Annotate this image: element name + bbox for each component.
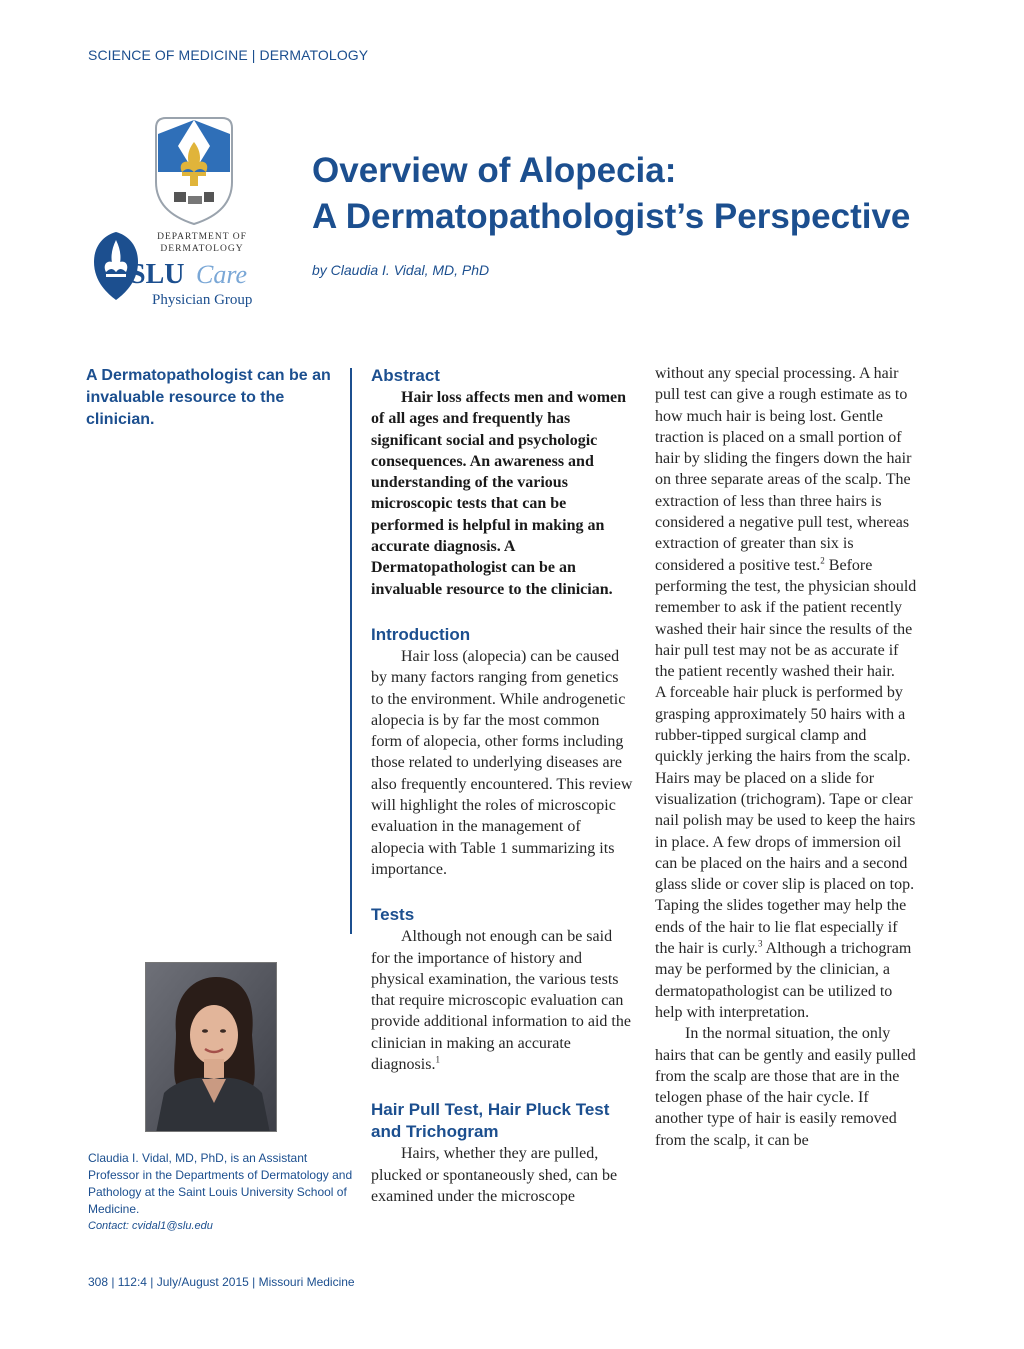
logo-brand-sub: Physician Group xyxy=(152,292,253,308)
logo-dept-line1: DEPARTMENT OF xyxy=(157,232,247,242)
tests-heading: Tests xyxy=(371,905,415,925)
logo-brand-care: Care xyxy=(196,260,248,289)
author-contact: Contact: cvidal1@slu.edu xyxy=(88,1220,213,1232)
introduction-text: Hair loss (alopecia) can be caused by many factors ranging from genetics to the environment. While androgenetic alopecia is by far the most common form of alopecia, other forms including those related to underlying diseases are also frequently encountered. This review will highlight the roles of microscopic evaluation in the management of alopecia with Table 1 summarizing its importance. xyxy=(371,647,633,878)
logo-dept-line2: DERMATOLOGY xyxy=(160,244,244,254)
column-divider xyxy=(350,368,352,934)
article-byline: by Claudia I. Vidal, MD, PhD xyxy=(312,262,490,278)
abstract-text: Hair loss affects men and women of all ages and frequently has significant social and psychologic consequences. An awareness and understanding of the various microscopic tests that can be performed is helpful in making an accurate diagnosis. A Dermatopathologist can be an invaluable resource to the clinician. xyxy=(371,389,627,598)
right-p1-text-cont: Before performing the test, the physician should remember to ask if the patient recently washed their hair since the results of the hair pull test may not be as accurate if the patient recently washed their hair. xyxy=(655,556,917,681)
right-p2-text: A forceable hair pluck is performed by grasping approximately 50 hairs with a rubber-tipped surgical clamp and quickly jerking the hairs from the scalp. Hairs may be placed on a slide for visualization (trichogram). Tape or clear nail polish may be used to keep the hairs in place. A few drops of immersion oil can be placed on the hairs and a second glass slide or cover slip is placed on top. Taping the slides together may help the ends of the hair to lie flat especially if the hair is curly. xyxy=(655,684,916,958)
article-title-line2: A Dermatopathologist’s Perspective xyxy=(312,197,911,236)
right-paragraph-2 xyxy=(655,682,917,1023)
hair-pull-heading: Hair Pull Test, Hair Pluck Test and Trichogram xyxy=(371,1100,610,1142)
logo-brand-slu: SLU xyxy=(130,259,185,290)
column-right xyxy=(655,363,917,1151)
right-paragraph-1 xyxy=(655,363,917,682)
pull-quote: A Dermatopathologist can be an invaluable resource to the clinician. xyxy=(86,367,331,428)
abstract-heading: Abstract xyxy=(371,366,440,385)
author-caption xyxy=(88,1150,353,1235)
hair-pull-text: Hairs, whether they are pulled, plucked or spontaneously shed, can be examined under the microscope xyxy=(371,1145,618,1205)
slucare-logo xyxy=(86,112,271,312)
right-p2-text-cont: Although a trichogram may be performed by the clinician, a dermatopathologist can be utilized to help with interpretation. xyxy=(655,940,912,1021)
section-kicker: SCIENCE OF MEDICINE | DERMATOLOGY xyxy=(88,47,369,63)
tests-reference: 1 xyxy=(435,1054,440,1065)
tests-paragraph xyxy=(371,926,633,1075)
right-p2-reference: 3 xyxy=(757,938,763,949)
column-middle xyxy=(371,365,633,1207)
right-p1-reference: 2 xyxy=(820,555,825,566)
page-footer: 308 | 112:4 | July/August 2015 | Missouri Medicine xyxy=(88,1275,355,1289)
right-paragraph-3: In the normal situation, the only hairs that can be gently and easily pulled from the scalp are those that are in the telogen phase of the hair cycle. If another type of hair is easily removed from the scalp, it can be xyxy=(655,1025,916,1149)
introduction-heading: Introduction xyxy=(371,624,471,644)
right-p1-text: without any special processing. A hair pull test can give a rough estimate as to how much hair is being lost. Gentle traction is placed on a small portion of hair by sliding the fingers down the hair on three separate areas of the scalp. The extraction of less than three hairs is considered a negative pull test, whereas extraction of greater than six is considered a positive test. xyxy=(655,365,912,574)
author-bio: Claudia I. Vidal, MD, PhD, is an Assistant Professor in the Departments of Dermatology and Pathology at the Saint Louis University School of Medicine. xyxy=(88,1151,353,1216)
article-title-line1: Overview of Alopecia: xyxy=(312,151,677,190)
article-title xyxy=(312,148,910,240)
tests-text: Although not enough can be said for the importance of history and physical examination, the various tests that require microscopic evaluation can provide additional information to aid the clinician in making an accurate diagnosis. xyxy=(371,928,631,1074)
author-photo xyxy=(145,962,277,1132)
